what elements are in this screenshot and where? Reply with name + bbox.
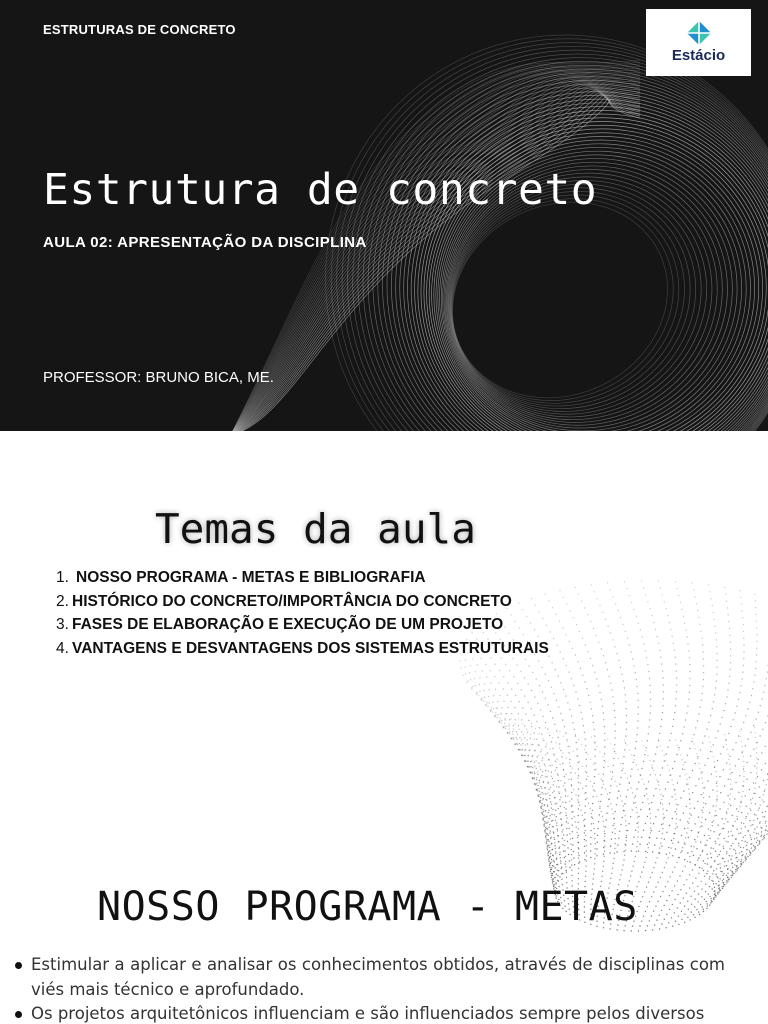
estacio-logo-icon [686, 20, 712, 46]
professor-name: PROFESSOR: BRUNO BICA, ME. [43, 369, 274, 386]
list-item-number: 1. [56, 569, 69, 586]
estacio-logo [646, 9, 751, 76]
goals-list [14, 953, 725, 1024]
topics-slide [0, 431, 768, 851]
logo-wordmark: Estácio [671, 47, 726, 64]
course-header: ESTRUTURAS DE CONCRETO [43, 22, 236, 37]
topics-heading: Temas da aula [155, 505, 476, 553]
list-item-number: 2. [56, 592, 69, 610]
list-item-number: 4. [56, 639, 69, 657]
lesson-subtitle: AULA 02: APRESENTAÇÃO DA DISCIPLINA [43, 234, 367, 251]
list-item-text: Estimular a aplicar e analisar os conhecimentos obtidos, através de disciplinas com viés mais técnico e aprofundado. [31, 955, 725, 999]
list-item-label: FASES DE ELABORAÇÃO E EXECUÇÃO DE UM PROJETO [72, 616, 504, 633]
cover-slide [0, 0, 768, 431]
list-item [56, 637, 549, 661]
topics-list [56, 566, 549, 660]
list-item [14, 1002, 725, 1024]
list-item-label: HISTÓRICO DO CONCRETO/IMPORTÂNCIA DO CONCRETO [72, 592, 512, 610]
list-item-label: VANTAGENS E DESVANTAGENS DOS SISTEMAS ESTRUTURAIS [72, 639, 549, 657]
program-heading: NOSSO PROGRAMA - METAS [97, 884, 638, 930]
bullet-dot-icon [15, 1011, 22, 1018]
list-item-label: NOSSO PROGRAMA - METAS E BIBLIOGRAFIA [76, 569, 426, 586]
list-item [56, 613, 549, 637]
bullet-dot-icon [15, 962, 22, 969]
presentation-title: Estrutura de concreto [43, 165, 598, 215]
list-item [56, 590, 549, 614]
list-item [56, 566, 549, 590]
list-item-number: 3. [56, 616, 69, 633]
program-slide [0, 851, 768, 1024]
list-item [14, 953, 725, 1002]
list-item-text: Os projetos arquitetônicos influenciam e são influenciados sempre pelos diversos [31, 1004, 705, 1023]
